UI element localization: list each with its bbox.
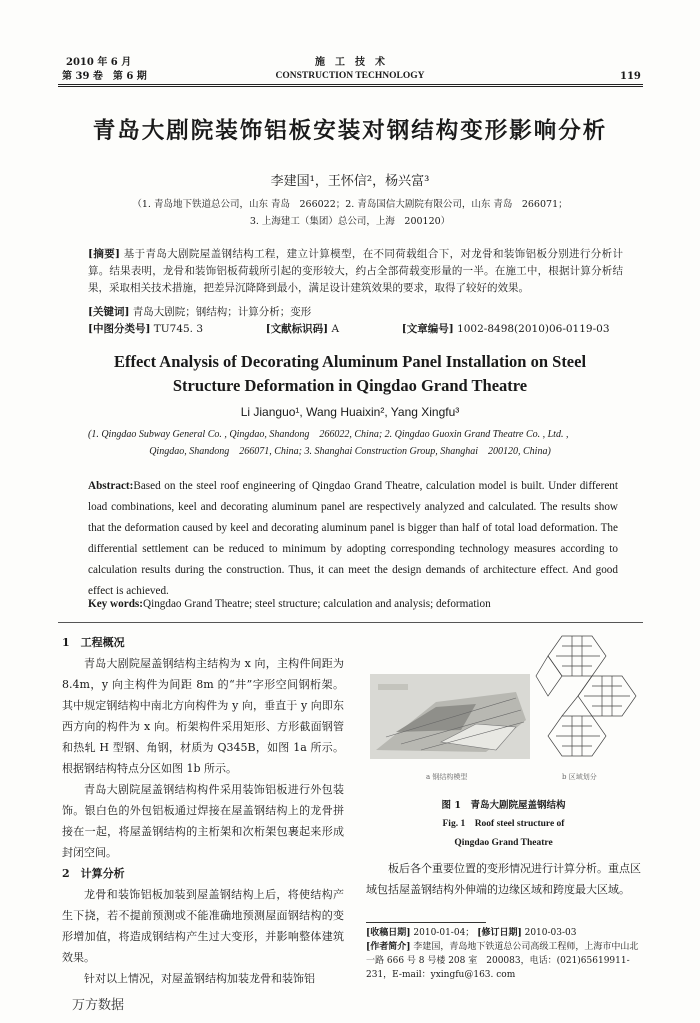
abstract-en xyxy=(88,476,618,602)
author-info-text: 李建国，青岛地下铁道总公司高级工程师，上海市中山北一路 666 号 8 号楼 208 室 200083，电话：(021)65619911-231，E-mail：yxingfu@163. com xyxy=(366,942,639,980)
keywords-cn xyxy=(88,304,623,321)
keywords-cn-label: [关键词] xyxy=(88,306,130,318)
abstract-en-text: Based on the steel roof engineering of Qingdao Grand Theatre, calculation model is built. Under different load combinations, keel and decorating aluminum panel are respectively analyzed and calculated. The results show that the deformation caused by keel and decorating aluminum panel is bigger than half of total load deformation. The differential settlement can be reduced to minimum by adopting corresponding technology measures according to calculation results during the construction. Thus, it can meet the design demands of architecture effect. And good effect is achieved. xyxy=(88,480,618,597)
figure-1b-region-grid xyxy=(536,636,636,756)
figure-1-graphic xyxy=(366,632,641,770)
affiliation-en-1: (1. Qingdao Subway General Co. , Qingdao, Shandong 266022, China; 2. Qingdao Guoxin Grand Theatre Co. , Ltd. , xyxy=(88,429,569,440)
section1-paragraph-1: 青岛大剧院屋盖钢结构主结构为 x 向，主构件间距为 8.4m，y 向主构件为间距 8m 的“井”字形空间钢桁架。其中规定钢结构中南北方向构件为 y 向，垂直于 y 向即东西方向的构件为 x 向。桁架构件采用矩形、方形截面钢管和热轧 H 型钢、角钢，材质为 Q345B，如图 1a 所示。根据钢结构特点分区如图 1b 所示。 xyxy=(62,657,344,775)
classification-line xyxy=(88,321,623,338)
section2-paragraph-1: 龙骨和装饰铝板加装到屋盖钢结构上后，将使结构产生下挠，若不提前预测或不能准确地预测屋面钢结构的变形增加值，将造成钢结构产生过大变形，并影响整体建筑效果。 xyxy=(62,888,344,964)
body-right-paragraph: 板后各个重要位置的变形情况进行计算分析。重点区域包括屋盖钢结构外伸端的边缘区域和跨度最大区域。 xyxy=(366,862,641,896)
body-left-column xyxy=(62,632,344,989)
abstract-en-label: Abstract: xyxy=(88,480,134,492)
clc-label: [中图分类号] xyxy=(88,323,151,335)
affiliation-en-2: Qingdao, Shandong 266071, China; 3. Shanghai Construction Group, Shanghai 200120, China) xyxy=(149,446,551,457)
abstract-cn-text: 基于青岛大剧院屋盖钢结构工程，建立计算模型，在不同荷载组合下，对龙骨和装饰铝板分别进行分析计算。结果表明，龙骨和装饰铝板荷载所引起的变形较大，约占全部荷载变形量的一半。在施工中，根据计算分析结果，采取相关技术措施，把差异沉降降到最小，满足设计建筑效果的要求，取得了较好的效果。 xyxy=(88,248,624,294)
abstract-cn-label: [摘要] xyxy=(88,248,121,260)
revised-label: [修订日期] xyxy=(477,928,522,938)
authors-cn: 李建国¹，王怀信²，杨兴富³ xyxy=(270,174,430,189)
header-date: 2010 年 6 月 xyxy=(66,57,132,68)
keywords-cn-text: 青岛大剧院；钢结构；计算分析；变形 xyxy=(132,306,312,318)
author-info-label: [作者简介] xyxy=(366,942,411,952)
figure-1-caption xyxy=(366,796,641,853)
article-no-value: 1002-8498(2010)06-0119-03 xyxy=(457,323,610,335)
header-journal-en: CONSTRUCTION TECHNOLOGY xyxy=(275,71,425,81)
keywords-en-text: Qingdao Grand Theatre; steel structure; calculation and analysis; deformation xyxy=(143,598,491,610)
footnote-dates xyxy=(366,926,641,940)
abstract-cn xyxy=(88,246,623,297)
section2-paragraph-2: 针对以上情况，对屋盖钢结构加装龙骨和装饰铝 xyxy=(84,972,315,985)
figure-caption-cn: 图 1 青岛大剧院屋盖钢结构 xyxy=(441,800,566,811)
revised-date: 2010-03-03 xyxy=(524,928,577,938)
received-date: 2010-01-04； xyxy=(413,928,475,938)
affiliation-cn-1: （1. 青岛地下铁道总公司，山东 青岛 266022；2. 青岛国信大剧院有限公司，山东 青岛 266071； xyxy=(132,199,568,210)
header-rule xyxy=(58,84,643,87)
section1-heading: 1 工程概况 xyxy=(62,636,125,649)
figure-caption-en-1: Fig. 1 Roof steel structure of xyxy=(442,819,565,829)
footnote xyxy=(366,926,641,982)
doc-code-value: A xyxy=(331,323,340,335)
header-page-number: 119 xyxy=(620,71,641,82)
page-title: 青岛大剧院装饰铝板安装对钢结构变形影响分析 xyxy=(92,118,608,144)
doc-code-label: [文献标识码] xyxy=(265,323,329,335)
abstract-divider xyxy=(58,622,643,623)
figure-1a-label: a 钢结构模型 xyxy=(426,773,468,781)
figure-1a-steel-model xyxy=(370,674,530,759)
footnote-rule xyxy=(366,922,486,923)
keywords-en-label: Key words: xyxy=(88,598,143,610)
section2-heading: 2 计算分析 xyxy=(62,867,125,880)
title-en-line-1: Effect Analysis of Decorating Aluminum Panel Installation on Steel xyxy=(113,352,587,371)
article-no-label: [文章编号] xyxy=(401,323,454,335)
watermark: 万方数据 xyxy=(72,998,125,1013)
figure-1b-label: b 区域划分 xyxy=(562,773,597,781)
figure-1 xyxy=(366,632,641,781)
figure-caption-en-2: Qingdao Grand Theatre xyxy=(454,838,553,848)
authors-en: Li Jianguo¹, Wang Huaixin², Yang Xingfu³ xyxy=(240,405,460,419)
header-journal-cn: 施 工 技 术 xyxy=(315,57,385,68)
keywords-en xyxy=(88,594,618,615)
header-volume: 第 39 卷 第 6 期 xyxy=(62,71,147,82)
received-label: [收稿日期] xyxy=(366,928,411,938)
clc-value: TU745. 3 xyxy=(153,323,204,335)
section1-paragraph-2: 青岛大剧院屋盖钢结构构件采用装饰铝板进行外包装饰。银白色的外包铝板通过焊接在屋盖钢结构上的龙骨拼接在一起，将屋盖钢结构的主桁架和次桁架包裹起来形成封闭空间。 xyxy=(62,783,344,859)
title-en-line-2: Structure Deformation in Qingdao Grand Theatre xyxy=(172,376,528,395)
affiliation-cn-2: 3. 上海建工（集团）总公司，上海 200120） xyxy=(249,216,451,227)
footnote-author xyxy=(366,940,641,982)
